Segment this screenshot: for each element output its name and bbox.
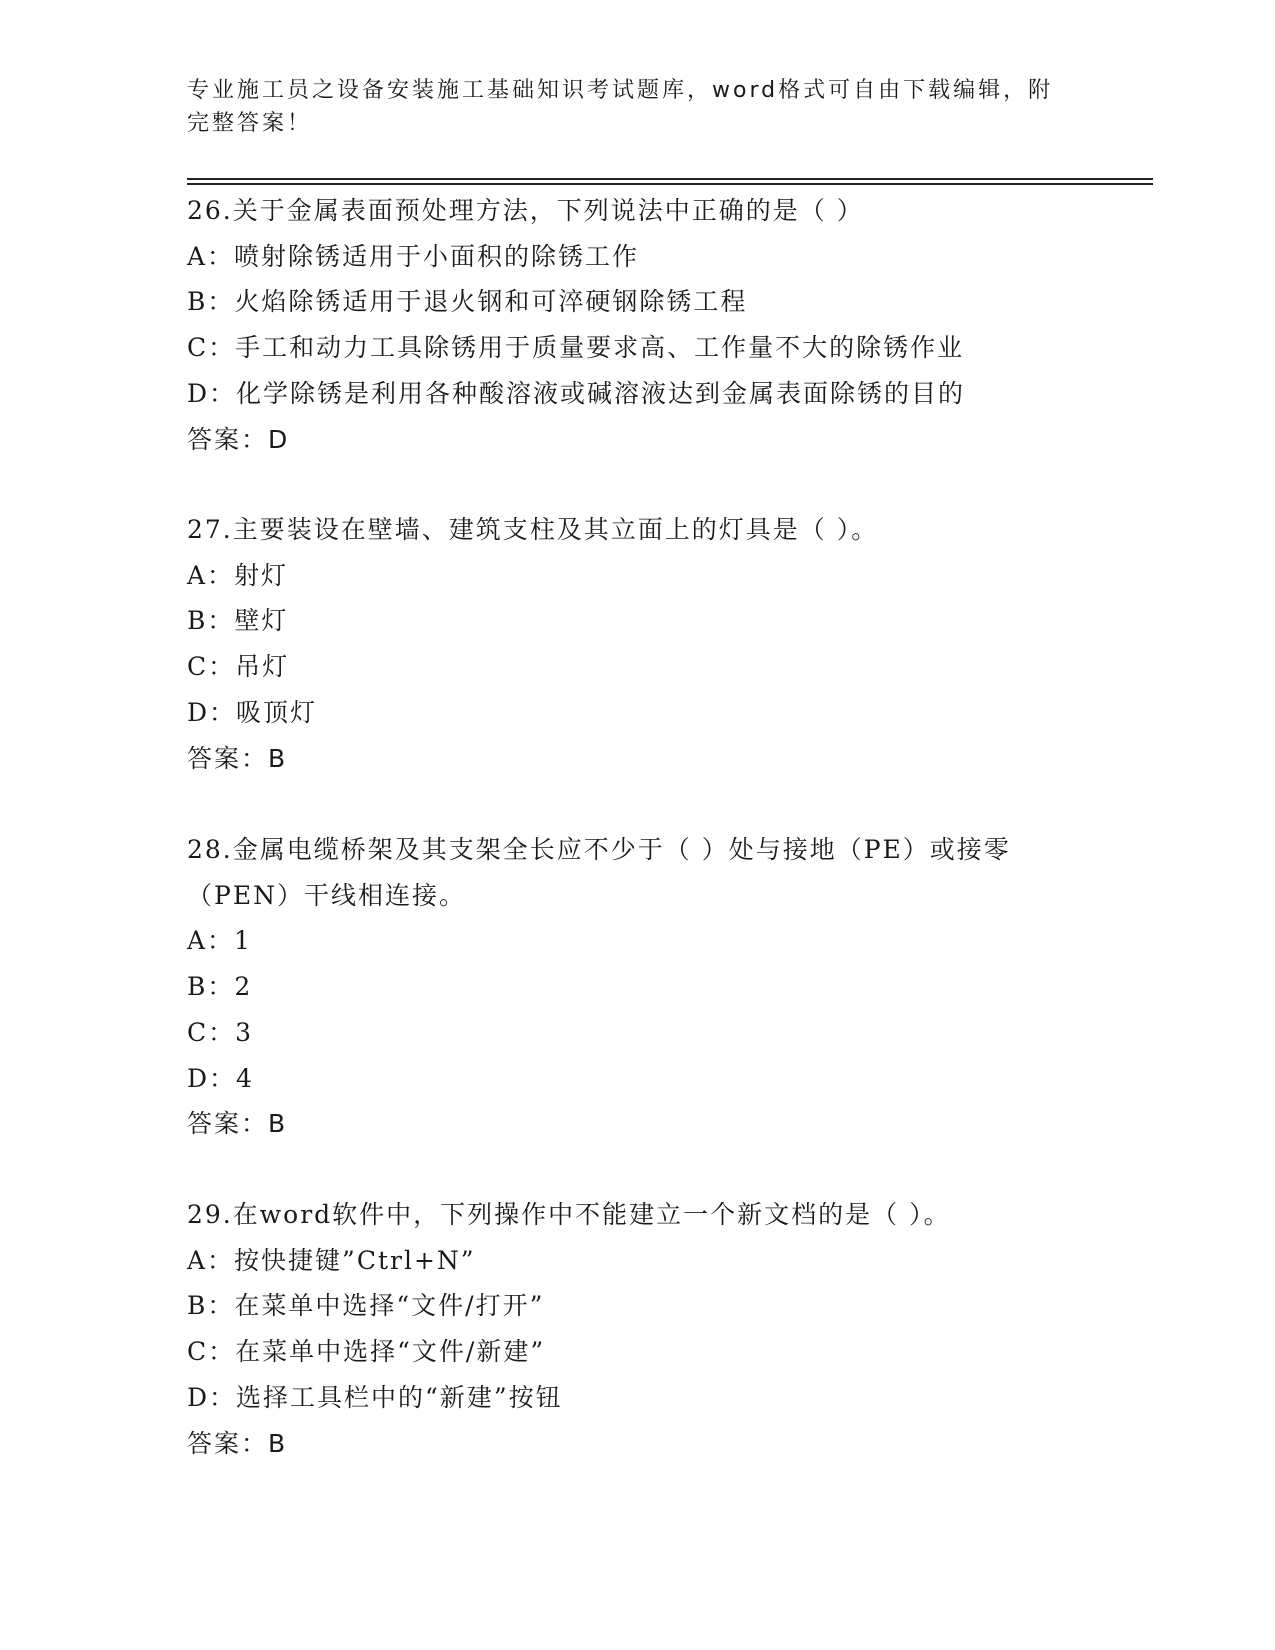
option-c: C：吊灯 <box>187 652 290 682</box>
option-c: C：3 <box>187 1017 254 1047</box>
option-d: D：4 <box>187 1063 254 1093</box>
question-28 <box>187 827 1087 1147</box>
answer: 答案：B <box>187 1428 288 1458</box>
question-stem: 26.关于金属表面预处理方法，下列说法中正确的是（ ） <box>187 196 864 225</box>
answer: 答案：B <box>187 743 288 773</box>
option-d: D：吸顶灯 <box>187 697 318 727</box>
option-b: B：2 <box>187 972 253 1002</box>
option-d: D：选择工具栏中的“新建”按钮 <box>187 1382 563 1412</box>
document-header: 专业施工员之设备安装施工基础知识考试题库，word格式可自由下载编辑，附完整答案！ <box>187 78 1054 136</box>
option-b: B：在菜单中选择“文件/打开” <box>187 1291 545 1321</box>
option-b: B：火焰除锈适用于退火钢和可淬硬钢除锈工程 <box>187 287 748 317</box>
header-divider-bottom <box>187 183 1153 185</box>
option-c: C：在菜单中选择“文件/新建” <box>187 1337 546 1367</box>
option-c: C：手工和动力工具除锈用于质量要求高、工作量不大的除锈作业 <box>187 333 965 363</box>
option-a: A：喷射除锈适用于小面积的除锈工作 <box>187 241 640 271</box>
answer: 答案：D <box>187 424 290 454</box>
header-divider-top <box>187 178 1153 180</box>
option-a: A：1 <box>187 926 252 956</box>
question-27 <box>187 507 1087 781</box>
question-stem: 29.在word软件中，下列操作中不能建立一个新文档的是（ ）。 <box>187 1200 951 1229</box>
question-26 <box>187 188 1087 462</box>
option-a: A：射灯 <box>187 560 289 590</box>
option-d: D：化学除锈是利用各种酸溶液或碱溶液达到金属表面除锈的目的 <box>187 378 966 408</box>
option-a: A：按快捷键”Ctrl+N” <box>187 1245 476 1275</box>
question-stem: 27.主要装设在壁墙、建筑支柱及其立面上的灯具是（ ）。 <box>187 515 879 544</box>
question-29 <box>187 1192 1087 1466</box>
question-stem: 28.金属电缆桥架及其支架全长应不少于（ ）处与接地（PE）或接零（PEN）干线相连接。 <box>187 835 1011 910</box>
answer: 答案：B <box>187 1109 288 1139</box>
option-b: B：壁灯 <box>187 606 289 636</box>
